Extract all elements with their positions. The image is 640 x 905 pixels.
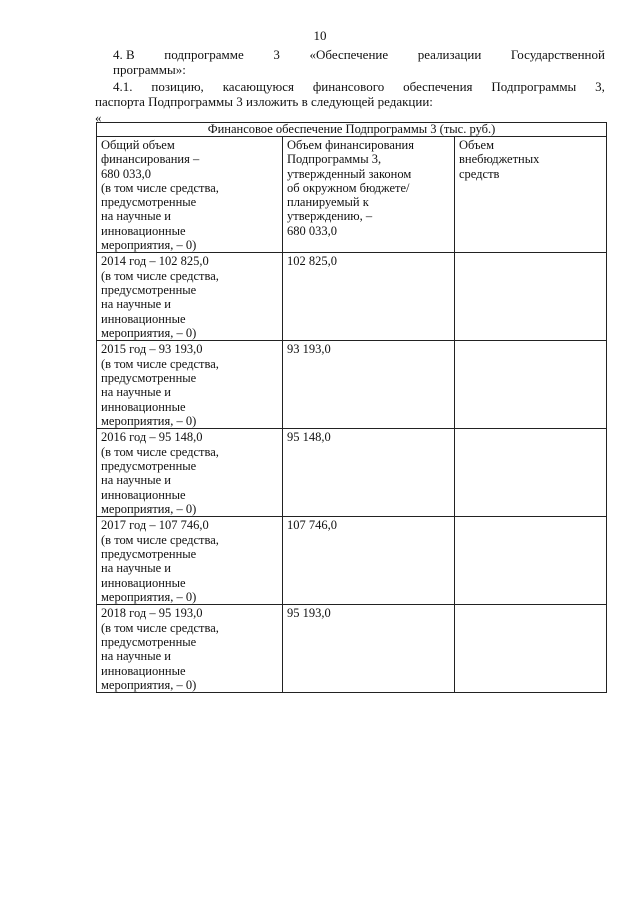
table-row xyxy=(97,341,607,429)
cell-extrabudgetary xyxy=(455,253,607,341)
cell-total xyxy=(97,341,283,429)
cell-extrabudgetary xyxy=(455,429,607,517)
paragraph-position-4-1 xyxy=(95,79,605,109)
header-total-funding xyxy=(97,137,283,253)
header-budget-funding-text: Объем финансирования Подпрограммы 3, утвержденный законом об окружном бюджете/ планируемый к утверждению, – 680 033,0 xyxy=(287,138,414,238)
table-header-row xyxy=(97,137,607,253)
cell-extrabudgetary xyxy=(455,605,607,693)
table-caption: Финансовое обеспечение Подпрограммы 3 (тыс. руб.) xyxy=(97,123,607,137)
cell-extrabudgetary xyxy=(455,341,607,429)
paragraph-1-word: «Обеспечение xyxy=(309,47,389,62)
opening-quote-mark: « xyxy=(95,110,102,125)
table-row xyxy=(97,517,607,605)
cell-total-text: 2015 год – 93 193,0 (в том числе средства, предусмотренные на научные и инновационные мероприятия, – 0) xyxy=(101,342,219,428)
paragraph-2-word: обеспечения xyxy=(403,79,473,94)
cell-budget xyxy=(283,605,455,693)
cell-budget-text: 95 148,0 xyxy=(287,430,331,445)
cell-extrabudgetary xyxy=(455,517,607,605)
paragraph-2-word: касающуюся xyxy=(222,79,294,94)
paragraph-1-word: Государственной xyxy=(510,47,605,62)
cell-total-text: 2017 год – 107 746,0 (в том числе средства, предусмотренные на научные и инновационные мероприятия, – 0) xyxy=(101,518,219,604)
table-row xyxy=(97,429,607,517)
paragraph-subprogram-3 xyxy=(95,47,605,77)
cell-budget-text: 102 825,0 xyxy=(287,254,337,269)
cell-total-text: 2016 год – 95 148,0 (в том числе средства, предусмотренные на научные и инновационные мероприятия, – 0) xyxy=(101,430,219,516)
cell-total-text: 2014 год – 102 825,0 (в том числе средства, предусмотренные на научные и инновационные мероприятия, – 0) xyxy=(101,254,219,340)
paragraph-1-word: 3 xyxy=(273,47,280,62)
table-row xyxy=(97,605,607,693)
cell-total xyxy=(97,605,283,693)
paragraph-2-word: позицию, xyxy=(151,79,204,94)
table-caption-row xyxy=(97,123,607,137)
paragraph-1-first-line xyxy=(95,47,605,62)
paragraph-1-word: подпрограмме xyxy=(164,47,244,62)
table-row xyxy=(97,253,607,341)
header-budget-funding xyxy=(283,137,455,253)
financing-table xyxy=(96,122,607,693)
cell-total xyxy=(97,253,283,341)
cell-budget-text: 95 193,0 xyxy=(287,606,331,621)
header-total-funding-text: Общий объем финансирования – 680 033,0 (в том числе средства, предусмотренные на научные и инновационные мероприятия, – 0) xyxy=(101,138,219,253)
paragraph-2-word: Подпрограммы xyxy=(491,79,577,94)
cell-budget xyxy=(283,429,455,517)
cell-total xyxy=(97,517,283,605)
paragraph-1-rest: программы»: xyxy=(113,62,186,77)
cell-total-text: 2018 год – 95 193,0 (в том числе средства, предусмотренные на научные и инновационные мероприятия, – 0) xyxy=(101,606,219,692)
paragraph-2-rest: паспорта Подпрограммы 3 изложить в следующей редакции: xyxy=(95,94,433,109)
cell-budget-text: 107 746,0 xyxy=(287,518,337,533)
paragraph-2-word: финансового xyxy=(312,79,385,94)
paragraph-2-first-line xyxy=(95,79,605,94)
cell-budget xyxy=(283,517,455,605)
paragraph-2-word: 3, xyxy=(595,79,605,94)
page-number: 10 xyxy=(313,28,327,43)
paragraph-2-word: 4.1. xyxy=(113,79,133,94)
paragraph-1-word: 4. В xyxy=(113,47,135,62)
header-extrabudgetary-text: Объем внебюджетных средств xyxy=(459,138,540,181)
cell-budget xyxy=(283,341,455,429)
header-extrabudgetary xyxy=(455,137,607,253)
cell-budget xyxy=(283,253,455,341)
paragraph-1-word: реализации xyxy=(417,47,482,62)
cell-budget-text: 93 193,0 xyxy=(287,342,331,357)
cell-total xyxy=(97,429,283,517)
